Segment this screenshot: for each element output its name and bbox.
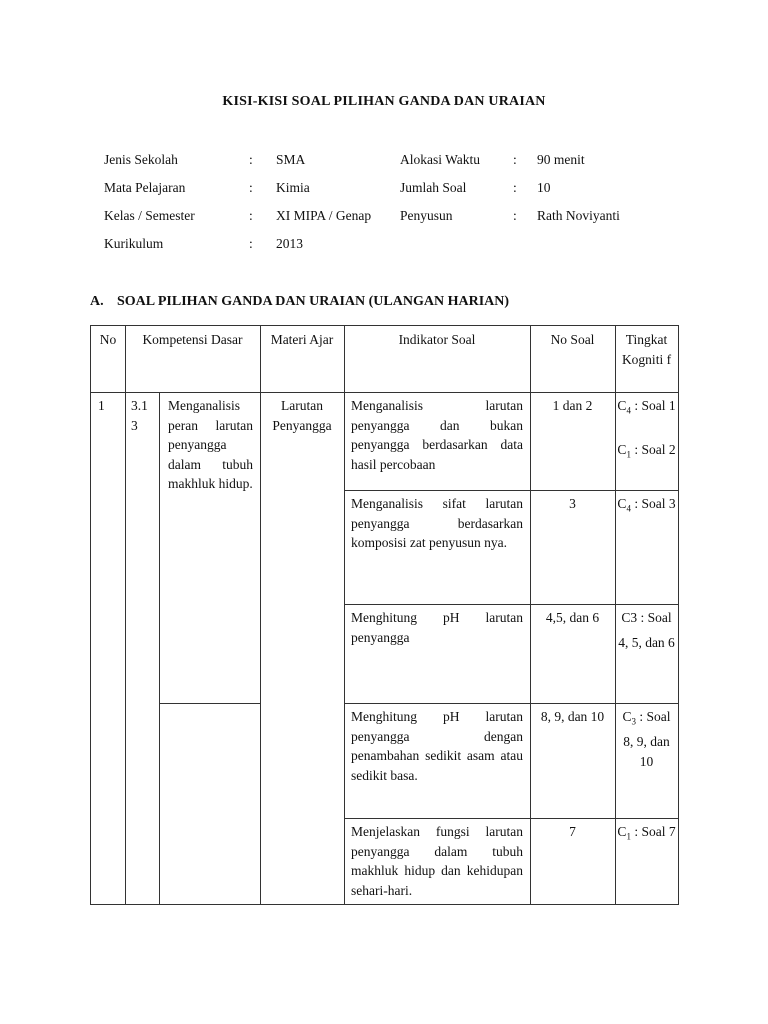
- meta-value: 10: [537, 180, 551, 195]
- kognitif-label: C3 : Soal 4, 5, dan 6: [618, 610, 675, 651]
- indikator-row: Menganalisis larutan penyangga dan bukan penyangga berdasarkan data hasil percobaan: [344, 392, 531, 491]
- meta-value: Rath Noviyanti: [537, 208, 620, 223]
- meta-label: Alokasi Waktu: [400, 152, 481, 167]
- meta-value: Kimia: [276, 180, 310, 195]
- cell-kd-empty: [159, 703, 261, 905]
- meta-separator: :: [249, 152, 253, 167]
- section-letter: A.: [90, 294, 104, 309]
- meta-value: XI MIPA / Genap: [276, 208, 372, 223]
- meta-value: 2013: [276, 236, 303, 251]
- section-title: SOAL PILIHAN GANDA DAN URAIAN (ULANGAN HARIAN): [117, 294, 510, 309]
- tingkat-cell: [615, 392, 679, 491]
- cell-materi-ajar: Larutan Penyangga: [260, 392, 345, 905]
- indikator-row: Menghitung pH larutan penyangga: [344, 604, 531, 704]
- header-no: No: [90, 325, 126, 393]
- kognitif-label: $C_1$ : Soal 2: [617, 442, 676, 460]
- no-soal-cell: 7: [530, 818, 616, 905]
- tingkat-cell: [615, 818, 679, 905]
- meta-label: Mata Pelajaran: [104, 180, 186, 195]
- no-soal-cell: 1 dan 2: [530, 392, 616, 491]
- meta-value: 90 menit: [537, 152, 585, 167]
- cell-no: 1: [90, 392, 126, 905]
- kognitif-label: $C_1$ : Soal 7: [617, 824, 676, 842]
- meta-separator: :: [513, 152, 517, 167]
- meta-separator: :: [249, 236, 253, 251]
- no-soal-cell: 4,5, dan 6: [530, 604, 616, 704]
- meta-separator: :: [513, 180, 517, 195]
- meta-label: Kurikulum: [104, 236, 164, 251]
- kognitif-label: $C_3$ : Soal 8, 9, dan 10: [622, 709, 671, 769]
- header-kompetensi-dasar: Kompetensi Dasar: [125, 325, 261, 393]
- indikator-row: Menghitung pH larutan penyangga dengan penambahan sedikit asam atau sedikit basa.: [344, 703, 531, 819]
- header-tingkat-kognitif: Tingkat Kogniti f: [615, 325, 679, 393]
- section-heading: [90, 294, 509, 310]
- meta-label: Jenis Sekolah: [104, 152, 178, 167]
- meta-label: Penyusun: [400, 208, 453, 223]
- cell-kd-number: 3.1 3: [125, 392, 160, 905]
- kognitif-label: $C_4$ : Soal 3: [617, 496, 676, 514]
- tingkat-cell: [615, 604, 679, 704]
- indikator-row: Menjelaskan fungsi larutan penyangga dalam tubuh makhluk hidup dan kehidupan sehari-hari.: [344, 818, 531, 905]
- indikator-row: Menganalisis sifat larutan penyangga berdasarkan komposisi zat penyusun nya.: [344, 490, 531, 605]
- document-title: KISI-KISI SOAL PILIHAN GANDA DAN URAIAN: [222, 94, 546, 109]
- meta-separator: :: [249, 180, 253, 195]
- header-materi-ajar: Materi Ajar: [260, 325, 345, 393]
- tingkat-cell: [615, 703, 679, 819]
- meta-value: SMA: [276, 152, 306, 167]
- meta-label: Jumlah Soal: [400, 180, 467, 195]
- header-indikator-soal: Indikator Soal: [344, 325, 531, 393]
- meta-separator: :: [513, 208, 517, 223]
- meta-separator: :: [249, 208, 253, 223]
- no-soal-cell: 3: [530, 490, 616, 605]
- cell-kd-text: Menganalisis peran larutan penyangga dalam tubuh makhluk hidup.: [159, 392, 261, 704]
- header-no-soal: No Soal: [530, 325, 616, 393]
- meta-label: Kelas / Semester: [104, 208, 195, 223]
- tingkat-cell: [615, 490, 679, 605]
- kognitif-label: $C_4$ : Soal 1: [617, 398, 676, 416]
- no-soal-cell: 8, 9, dan 10: [530, 703, 616, 819]
